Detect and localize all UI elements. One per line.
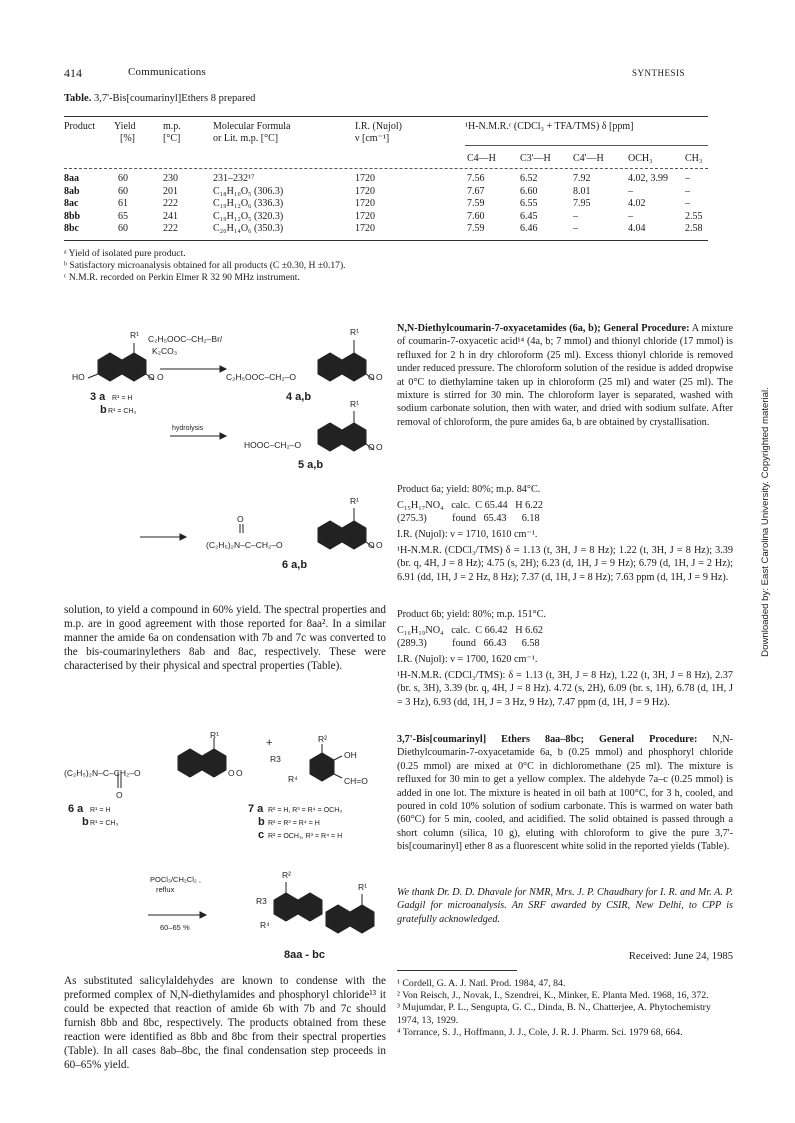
left-paragraph-1: solution, to yield a compound in 60% yield. The spectral properties and m.p. are in good agreement with those reported for 8aa². In a similar manner the amide 6a on condensation with 7b and 7c was converted to the bis-coumarinylethers 8ab and 8ac, respectively. These were characterised by their physical and spectral properties (Table). xyxy=(64,604,386,672)
table-cell-formula: 231–232¹⁷ xyxy=(213,173,255,184)
table-cell-c4h: 7.60 xyxy=(467,210,485,222)
reagent-1b: K₂CO₃ xyxy=(152,346,178,356)
table-cell-c3h: 6.45 xyxy=(520,210,538,222)
table-cell-och3: 4.02 xyxy=(628,198,646,209)
svg-text:O: O xyxy=(376,442,383,452)
table-cell-mp: 222 xyxy=(163,223,178,234)
compound-7b-label: b xyxy=(258,816,265,828)
footnote-a: ᵃ Yield of isolated pure product. xyxy=(64,248,186,259)
svg-text:R⁴: R⁴ xyxy=(288,774,298,784)
svg-text:O: O xyxy=(116,790,123,800)
nmr-sub-rule xyxy=(465,145,708,146)
th-formula-2: or Lit. m.p. [°C] xyxy=(213,133,279,144)
coumarin-5-structure xyxy=(318,411,374,451)
download-note-text: Downloaded by: East Carolina University. Copyrighted material. xyxy=(760,387,772,657)
reagent-2: POCl₃/CH₂Cl₂ , xyxy=(150,875,201,884)
table-cell-product: 8aa xyxy=(64,173,79,184)
product-6b-ir: I.R. (Nujol): ν = 1700, 1620 cm⁻¹. xyxy=(397,654,538,665)
table-cell-ch3: – xyxy=(685,185,690,197)
table-cell-yield: 60 xyxy=(118,223,128,234)
th-ir: I.R. (Nujol) xyxy=(355,121,402,132)
procedure-1-title: N,N-Diethylcoumarin-7-oxyacetamides (6a, b); General Procedure: xyxy=(397,323,690,334)
compound-6b-sub: R¹ = CH₃ xyxy=(90,820,119,827)
svg-text:O: O xyxy=(228,768,235,778)
svg-text:O: O xyxy=(157,372,164,382)
reference-3: ³ Mujumdar, P. L., Sengupta, G. C., Dinda, B. N., Chatterjee, A. Phytochemistry 1974, 13, 1929. xyxy=(397,1002,711,1026)
th-product: Product xyxy=(64,121,96,132)
references-rule xyxy=(397,970,517,971)
product-6a: Product 6a; yield: 80%; m.p. 84°C. xyxy=(397,484,541,495)
th-nmr: ¹H-N.M.R.ᶜ (CDCl₃ + TFA/TMS) δ [ppm] xyxy=(465,121,634,132)
left-paragraph-2: As substituted salicylaldehydes are known to condense with the preformed complex of N,N-diethylamides and phosphoryl chloride¹³ it could be expected that reaction of amide 6b with 7b and 7c should furnish 8bb and 8bc, respectively. The products obtained from these reaction were identified as 8bb and 8bc from their spectral properties (Table). In all cases 8ab–8bc, the final condensation step proceeds in 60–65% yield. xyxy=(64,975,386,1071)
th-c4h: C4—H xyxy=(467,153,496,164)
table-cell-product: 8ab xyxy=(64,185,80,197)
compound-5-label: 5 a,b xyxy=(298,459,324,471)
table-cell-formula: C₁₉H₁₂O₆ (336.3) xyxy=(213,198,284,209)
th-formula: Molecular Formula xyxy=(213,121,291,132)
table-cell-yield: 60 xyxy=(118,173,128,184)
table-cell-product: 8bb xyxy=(64,210,81,222)
table-cell-och3: 4.02, 3.99 xyxy=(628,173,668,184)
amide-group: (C₂H₅)₂N–C–CH₂–O xyxy=(206,540,283,550)
svg-text:R²: R² xyxy=(282,870,291,880)
table-cell-mp: 222 xyxy=(163,198,178,209)
table-cell-c4ph: – xyxy=(573,210,578,222)
table-cell-och3: 4.04 xyxy=(628,223,646,234)
table-cell-yield: 60 xyxy=(118,185,128,197)
table-cell-mp: 201 xyxy=(163,185,178,197)
compound-6a-sub: R¹ = H xyxy=(90,807,111,814)
svg-text:CH=O: CH=O xyxy=(344,776,368,786)
compound-6a-label: 6 a xyxy=(68,803,84,815)
reaction-scheme-top xyxy=(60,318,390,590)
table-cell-c3h: 6.52 xyxy=(520,173,538,184)
svg-text:OH: OH xyxy=(344,750,357,760)
table-header-rule xyxy=(64,168,708,169)
product-6a-analysis-2: (275.3) found 65.43 6.18 xyxy=(397,513,540,524)
procedure-2-body: N,N-Diethylcoumarin-7-oxyacetamide 6a, b (0.25 mmol) and phosphoryl chloride (0.25 mmol) are mixed at 0°C in dichloromethane (25 ml). The mixture is refluxed for 30 min to get a yellow complex. The aldehyde 7a–c (0.25 mmol) is added in one lot. The mixture is heated in oil bath at 100°C, for 3 h, cooled, and poured in cold 10% solution of sodium carbonate. This is warmed on water bath (60°C) for 5 min, cooled, and acidified. The solid obtained is passed through a short column (silica, 10 g), eluting with chloroform to give the pure 3,7'-bis[coumarinyl] ether 8 as a fluorescent white solid in the reported yields (Table). xyxy=(397,734,734,853)
table-cell-c4ph: 7.92 xyxy=(573,173,591,184)
compound-7b-sub: R² = R³ = R⁴ = H xyxy=(268,820,320,827)
table-cell-ir: 1720 xyxy=(355,185,375,197)
table-cell-c3h: 6.55 xyxy=(520,198,538,209)
compound-6-label: 6 a,b xyxy=(282,559,308,571)
table-cell-mp: 230 xyxy=(163,173,178,184)
reference-1: ¹ Cordell, G. A. J. Natl. Prod. 1984, 47, 84. xyxy=(397,978,566,989)
compound-8-label: 8aa - bc xyxy=(284,949,325,961)
table-cell-c4ph: 8.01 xyxy=(573,185,591,197)
product-6b-analysis-1: C₁₆H₁₉NO₄ calc. C 66.42 H 6.62 xyxy=(397,625,543,636)
svg-text:O: O xyxy=(368,372,375,382)
ester-group: C₂H₅OOC–CH₂–O xyxy=(226,372,297,382)
svg-text:R¹: R¹ xyxy=(350,496,359,506)
product-6a-analysis-1: C₁₅H₁₇NO₄ calc. C 65.44 H 6.22 xyxy=(397,500,543,511)
compound-7c-sub: R² = OCH₃, R³ = R⁴ = H xyxy=(268,833,343,840)
svg-text:R¹: R¹ xyxy=(130,330,139,340)
product-6b: Product 6b; yield: 80%; m.p. 151°C. xyxy=(397,609,546,620)
compound-3-label: 3 a xyxy=(90,391,106,403)
table-cell-c4h: 7.67 xyxy=(467,185,485,197)
compound-7c-label: c xyxy=(258,829,265,841)
th-c4ph: C4'—H xyxy=(573,153,604,164)
section-title: Communications xyxy=(128,66,206,78)
table-cell-formula: C₁₉H₁₂O₅ (320.3) xyxy=(213,210,284,222)
reagent-2c: 60–65 % xyxy=(160,923,190,932)
procedure-1-body: A mixture of coumarin-7-oxyacetic acid¹⁴ (4a, b; 7 mmol) and thionyl chloride (17 mmol) is refluxed for 2 h in dry chloroform (25 ml). Excess thionyl chloride is removed under reduced pressure. The chloroform solution of the residue is added dropwise at 0°C to diethylamine taken up in chloroform (25 ml) and water (25 ml). The mixture is stirred for 30 min. The chloroform layer is separated, washed with sodium carbonate solution, then with water, and dried with sodium sulfate. After removal of chloroform, the pure amides 6a, b are obtained by crystallisation. xyxy=(397,323,734,428)
svg-text:O: O xyxy=(376,540,383,550)
journal-name: SYNTHESIS xyxy=(631,68,685,78)
table-cell-yield: 65 xyxy=(118,210,128,222)
svg-text:O: O xyxy=(148,372,155,382)
compound-3a-sub: R¹ = H xyxy=(112,395,133,402)
th-ir-unit: ν [cm⁻¹] xyxy=(355,133,390,144)
table-cell-ch3: – xyxy=(685,198,690,209)
svg-text:O: O xyxy=(376,372,383,382)
svg-text:R¹: R¹ xyxy=(210,732,219,740)
product-6a-nmr: ¹H-N.M.R. (CDCl₃/TMS) δ = 1.13 (t, 3H, J = 8 Hz); 1.22 (t, 3H, J = 8 Hz); 3.39 (br. q, 4H, J = 8 Hz); 4.75 (s, 2H); 6.23 (d, 1H, J = 9 Hz); 6.79 (d, 1H, J = 2 Hz); 6.91 (dd, 1H, J = 2 Hz, 8 Hz); 7.37 (d, 1H, J = 8 Hz); 7.63 ppm (d, 1H, J = 9 Hz). xyxy=(397,545,733,583)
table-cell-ch3: 2.55 xyxy=(685,210,703,222)
acknowledgement: We thank Dr. D. D. Dhavale for NMR, Mrs. J. P. Chaudhary for I. R. and Mr. A. P. Gadgil for microanalysis. An SRF awarded by CSIR, New Delhi, to CPP is gratefully acknowledged. xyxy=(397,887,733,925)
compound-3b-label: b xyxy=(100,404,107,416)
th-mp: m.p. xyxy=(163,121,181,132)
product-6b-analysis-2: (289.3) found 66.43 6.58 xyxy=(397,638,540,649)
footnote-b: ᵇ Satisfactory microanalysis obtained for all products (C ±0.30, H ±0.17). xyxy=(64,260,346,271)
svg-text:O: O xyxy=(236,768,243,778)
table-cell-c4ph: – xyxy=(573,223,578,234)
table-cell-ir: 1720 xyxy=(355,210,375,222)
reagent-2b: reflux xyxy=(156,885,175,894)
coumarin-4-structure xyxy=(318,340,374,381)
references-list xyxy=(397,978,733,1039)
svg-text:R⁴: R⁴ xyxy=(260,920,270,930)
table-cell-c4ph: 7.95 xyxy=(573,198,591,209)
table-cell-ir: 1720 xyxy=(355,198,375,209)
footnote-c: ᶜ N.M.R. recorded on Perkin Elmer R 32 90 MHz instrument. xyxy=(64,272,300,283)
table-cell-formula: C₁₈H₁₀O₅ (306.3) xyxy=(213,185,284,197)
table-cell-ir: 1720 xyxy=(355,173,375,184)
procedure-2 xyxy=(397,733,733,854)
table-cell-c4h: 7.59 xyxy=(467,198,485,209)
hydrolysis-label: hydrolysis xyxy=(172,425,204,432)
product-6b-nmr: ¹H-N.M.R. (CDCl₃/TMS): δ = 1.13 (t, 3H, J = 8 Hz), 1.22 (t, 3H, J = 8 Hz), 2.37 (br. s, 3H), 3.39 (br. q, 4H, J = 8 Hz). 4.72 (s, 2H), 6.09 (br. s, 1H), 6.78 (d, 1H, J = 3 Hz), 6.93 (dd, 1H, J = 3 Hz, 9 Hz), 7.47 ppm (d, 1H, J = 9 Hz). xyxy=(397,670,733,708)
reaction-scheme-bottom xyxy=(60,732,390,968)
svg-text:HO: HO xyxy=(72,372,85,382)
reference-2: ² Von Reisch, J., Novak, I., Szendrei, K., Minker, E. Planta Med. 1968, 16, 372. xyxy=(397,990,709,1002)
svg-text:R¹: R¹ xyxy=(350,399,359,409)
th-yield: Yield xyxy=(114,121,136,132)
table-cell-c4h: 7.56 xyxy=(467,173,485,184)
svg-text:R3: R3 xyxy=(270,754,281,764)
table-cell-c4h: 7.59 xyxy=(467,223,485,234)
svg-text:R²: R² xyxy=(318,734,327,744)
procedure-1 xyxy=(397,322,733,429)
svg-text:R3: R3 xyxy=(256,896,267,906)
th-mp-unit: [°C] xyxy=(163,133,181,144)
table-top-rule xyxy=(64,116,708,117)
reagent-1: C₂H₅OOC–CH₂–Br/ xyxy=(148,334,223,344)
compound-7a-sub: R² = H, R³ = R⁴ = OCH₃ xyxy=(268,807,343,814)
table-caption-text: 3,7'-Bis[coumarinyl]Ethers 8 prepared xyxy=(93,93,256,104)
compound-7a-label: 7 a xyxy=(248,803,264,815)
th-ch3: CH₃ xyxy=(685,153,703,164)
acid-group: HOOC–CH₂–O xyxy=(244,440,302,450)
svg-text:R¹: R¹ xyxy=(358,882,367,892)
procedure-2-title: 3,7'-Bis[coumarinyl] Ethers 8aa–8bc; General Procedure: xyxy=(397,734,698,745)
th-yield-unit: [%] xyxy=(120,133,135,144)
compound-6b-label: b xyxy=(82,816,89,828)
product-6a-ir: I.R. (Nujol): ν = 1710, 1610 cm⁻¹. xyxy=(397,529,538,540)
svg-text:O: O xyxy=(368,442,375,452)
table-cell-och3: – xyxy=(628,185,633,197)
svg-text:R¹: R¹ xyxy=(350,327,359,337)
page-number: 414 xyxy=(64,66,82,80)
table-caption xyxy=(64,92,255,105)
svg-text:O: O xyxy=(368,540,375,550)
th-c3h: C3'—H xyxy=(520,153,551,164)
table-caption-label: Table. xyxy=(64,93,92,104)
table-cell-mp: 241 xyxy=(163,210,178,222)
coumarin-3-structure xyxy=(88,343,154,381)
table-cell-yield: 61 xyxy=(118,198,128,209)
plus-sign: + xyxy=(266,737,273,749)
table-cell-och3: – xyxy=(628,210,633,222)
reference-4: ⁴ Torrance, S. J., Hoffmann, J. J., Cole, J. R. J. Pharm. Sci. 1979 68, 664. xyxy=(397,1026,683,1038)
table-cell-c3h: 6.46 xyxy=(520,223,538,234)
amide-group-2: (C₂H₅)₂N–C–CH₂–O xyxy=(64,768,141,778)
received-date: Received: June 24, 1985 xyxy=(628,951,733,962)
table-cell-product: 8ac xyxy=(64,198,79,209)
table-cell-ir: 1720 xyxy=(355,223,375,234)
table-cell-ch3: 2.58 xyxy=(685,223,703,234)
download-note xyxy=(746,312,786,732)
coumarin-6-reactant xyxy=(118,738,226,788)
th-och3: OCH₃ xyxy=(628,153,653,164)
table-cell-product: 8bc xyxy=(64,223,79,234)
table-cell-c3h: 6.60 xyxy=(520,185,538,197)
table-cell-formula: C₂₀H₁₄O₆ (350.3) xyxy=(213,223,284,234)
svg-text:O: O xyxy=(237,514,244,524)
salicylaldehyde-7 xyxy=(310,744,342,781)
table-bottom-rule xyxy=(64,240,708,241)
compound-4-label: 4 a,b xyxy=(286,391,312,403)
table-cell-ch3: – xyxy=(685,173,690,184)
compound-3b-sub: R¹ = CH₃ xyxy=(108,408,137,415)
